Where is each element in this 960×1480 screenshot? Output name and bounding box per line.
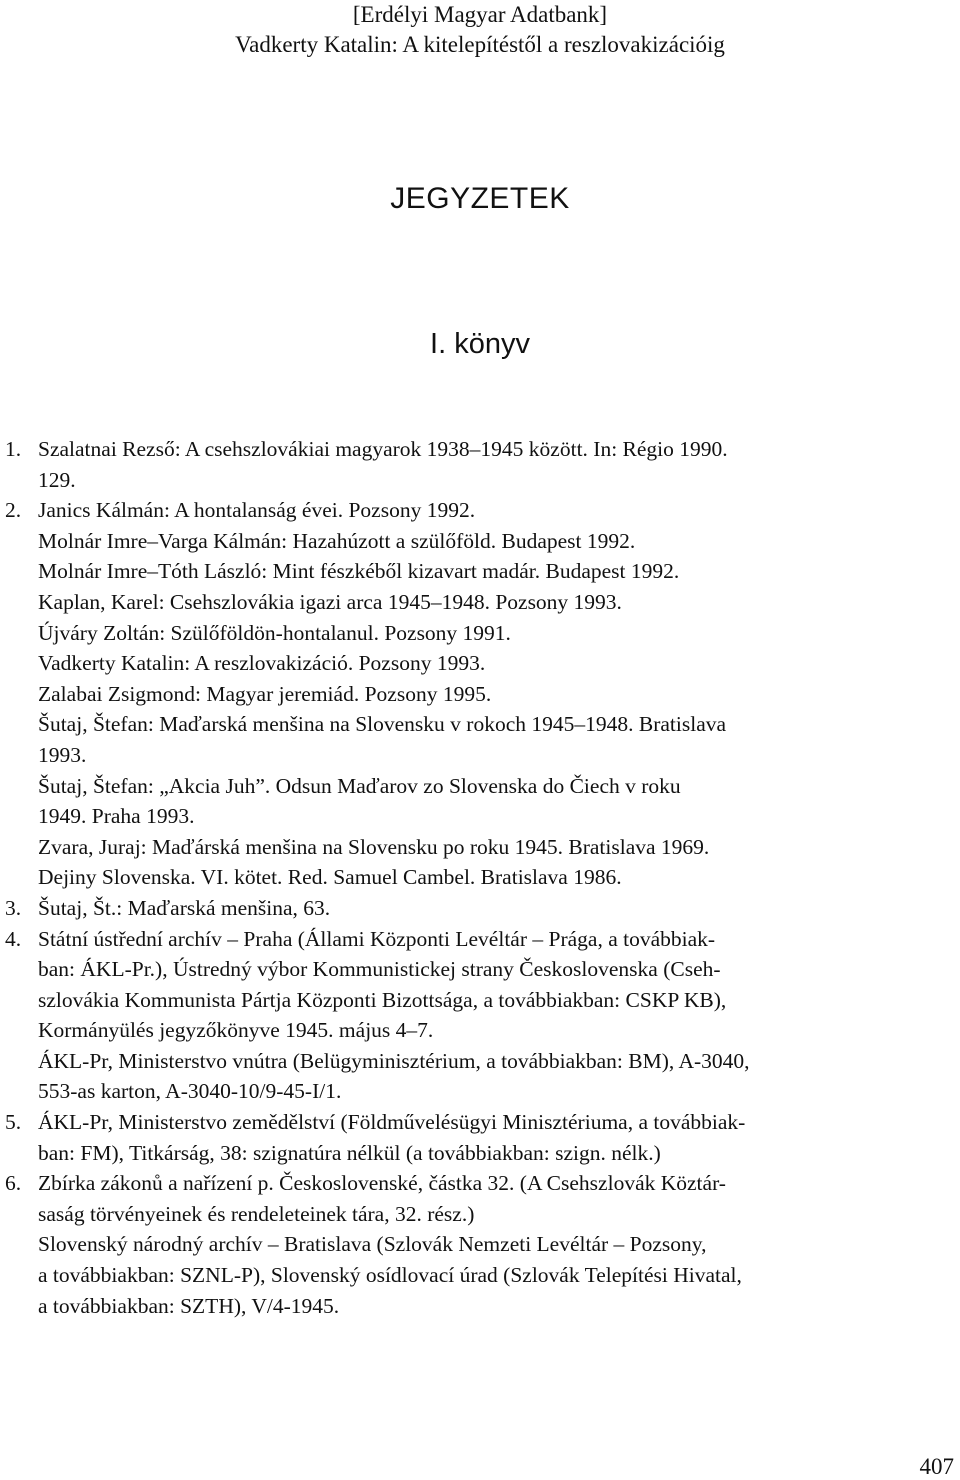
note-line: Kaplan, Karel: Csehszlovákia igazi arca 1945–1948. Pozsony 1993. [38, 589, 622, 614]
note-line: ban: ÁKL-Pr.), Ústredný výbor Kommunistickej strany Československa (Cseh- [38, 957, 721, 982]
note-line: Zalabai Zsigmond: Magyar jeremiád. Pozsony 1995. [38, 681, 492, 706]
note-line: Dejiny Slovenska. VI. kötet. Red. Samuel Cambel. Bratislava 1986. [38, 865, 622, 890]
notes-list [5, 434, 953, 1321]
note-line: 1949. Praha 1993. [38, 804, 195, 829]
page-header [0, 0, 960, 60]
note-line: Šutaj, Štefan: „Akcia Juh”. Odsun Maďarov zo Slovenska do Čiech v roku [38, 773, 681, 798]
note-line: Molnár Imre–Tóth László: Mint fészkéből kizavart madár. Budapest 1992. [38, 559, 680, 584]
note-number: 5. [5, 1110, 22, 1135]
note-line: Szalatnai Rezső: A csehszlovákiai magyarok 1938–1945 között. In: Régio 1990. [38, 437, 728, 461]
note-number: 4. [5, 926, 22, 951]
note-line: szlovákia Kommunista Pártja Központi Bizottsága, a továbbiakban: CSKP KB), [38, 987, 727, 1012]
note-number: 3. [5, 895, 22, 920]
note-item [5, 893, 953, 924]
note-item [5, 1168, 953, 1321]
page-number: 407 [919, 1454, 954, 1479]
note-line: Zbírka zákonů a nařízení p. Československé, částka 32. (A Csehszlovák Köztár- [38, 1171, 726, 1196]
note-item [5, 495, 953, 893]
note-line: Újváry Zoltán: Szülőföldön-hontalanul. Pozsony 1991. [38, 620, 511, 645]
note-line: ban: FM), Titkárság, 38: szignatúra nélkül (a továbbiakban: szign. nélk.) [38, 1140, 661, 1165]
note-line: Vadkerty Katalin: A reszlovakizáció. Pozsony 1993. [38, 651, 486, 676]
note-line: Šutaj, Štefan: Maďarská menšina na Slovensku v rokoch 1945–1948. Bratislava [38, 712, 727, 737]
header-book-title: Vadkerty Katalin: A kitelepítéstől a reszlovakizációig [235, 32, 725, 57]
note-line: Státní ústřední archív – Praha (Állami Központi Levéltár – Prága, a továbbiak- [38, 926, 716, 951]
note-number: 6. [5, 1171, 22, 1196]
book-title: I. könyv [430, 328, 530, 360]
note-line: 129. [38, 467, 76, 492]
note-line: a továbbiakban: SZTH), V/4-1945. [38, 1293, 340, 1318]
note-item [5, 434, 953, 495]
note-line: Slovenský národný archív – Bratislava (Szlovák Nemzeti Levéltár – Pozsony, [38, 1232, 707, 1257]
header-source: [Erdélyi Magyar Adatbank] [352, 2, 608, 27]
note-number: 2. [5, 498, 22, 523]
note-line: Janics Kálmán: A hontalanság évei. Pozsony 1992. [38, 498, 476, 523]
note-line: Zvara, Juraj: Maďárská menšina na Slovensku po roku 1945. Bratislava 1969. [38, 834, 710, 859]
note-line: Kormányülés jegyzőkönyve 1945. május 4–7. [38, 1018, 434, 1043]
note-line: 553-as karton, A-3040-10/9-45-I/1. [38, 1079, 342, 1104]
note-item [5, 1107, 953, 1168]
note-line: ÁKL-Pr, Ministerstvo zemědělství (Földművelésügyi Minisztériuma, a továbbiak- [38, 1110, 746, 1135]
note-line: Molnár Imre–Varga Kálmán: Hazahúzott a szülőföld. Budapest 1992. [38, 528, 636, 553]
note-line: a továbbiakban: SZNL-P), Slovenský osídlovací úrad (Szlovák Telepítési Hivatal, [38, 1263, 742, 1288]
note-number: 1. [5, 437, 22, 461]
note-line: ÁKL-Pr, Ministerstvo vnútra (Belügyminisztérium, a továbbiakban: BM), A-3040, [38, 1048, 750, 1073]
note-item [5, 924, 953, 1108]
note-line: 1993. [38, 742, 87, 767]
note-line: saság törvényeinek és rendeleteinek tára, 32. rész.) [38, 1201, 475, 1226]
note-line: Šutaj, Št.: Maďarská menšina, 63. [38, 895, 331, 920]
section-title: JEGYZETEK [390, 182, 570, 215]
